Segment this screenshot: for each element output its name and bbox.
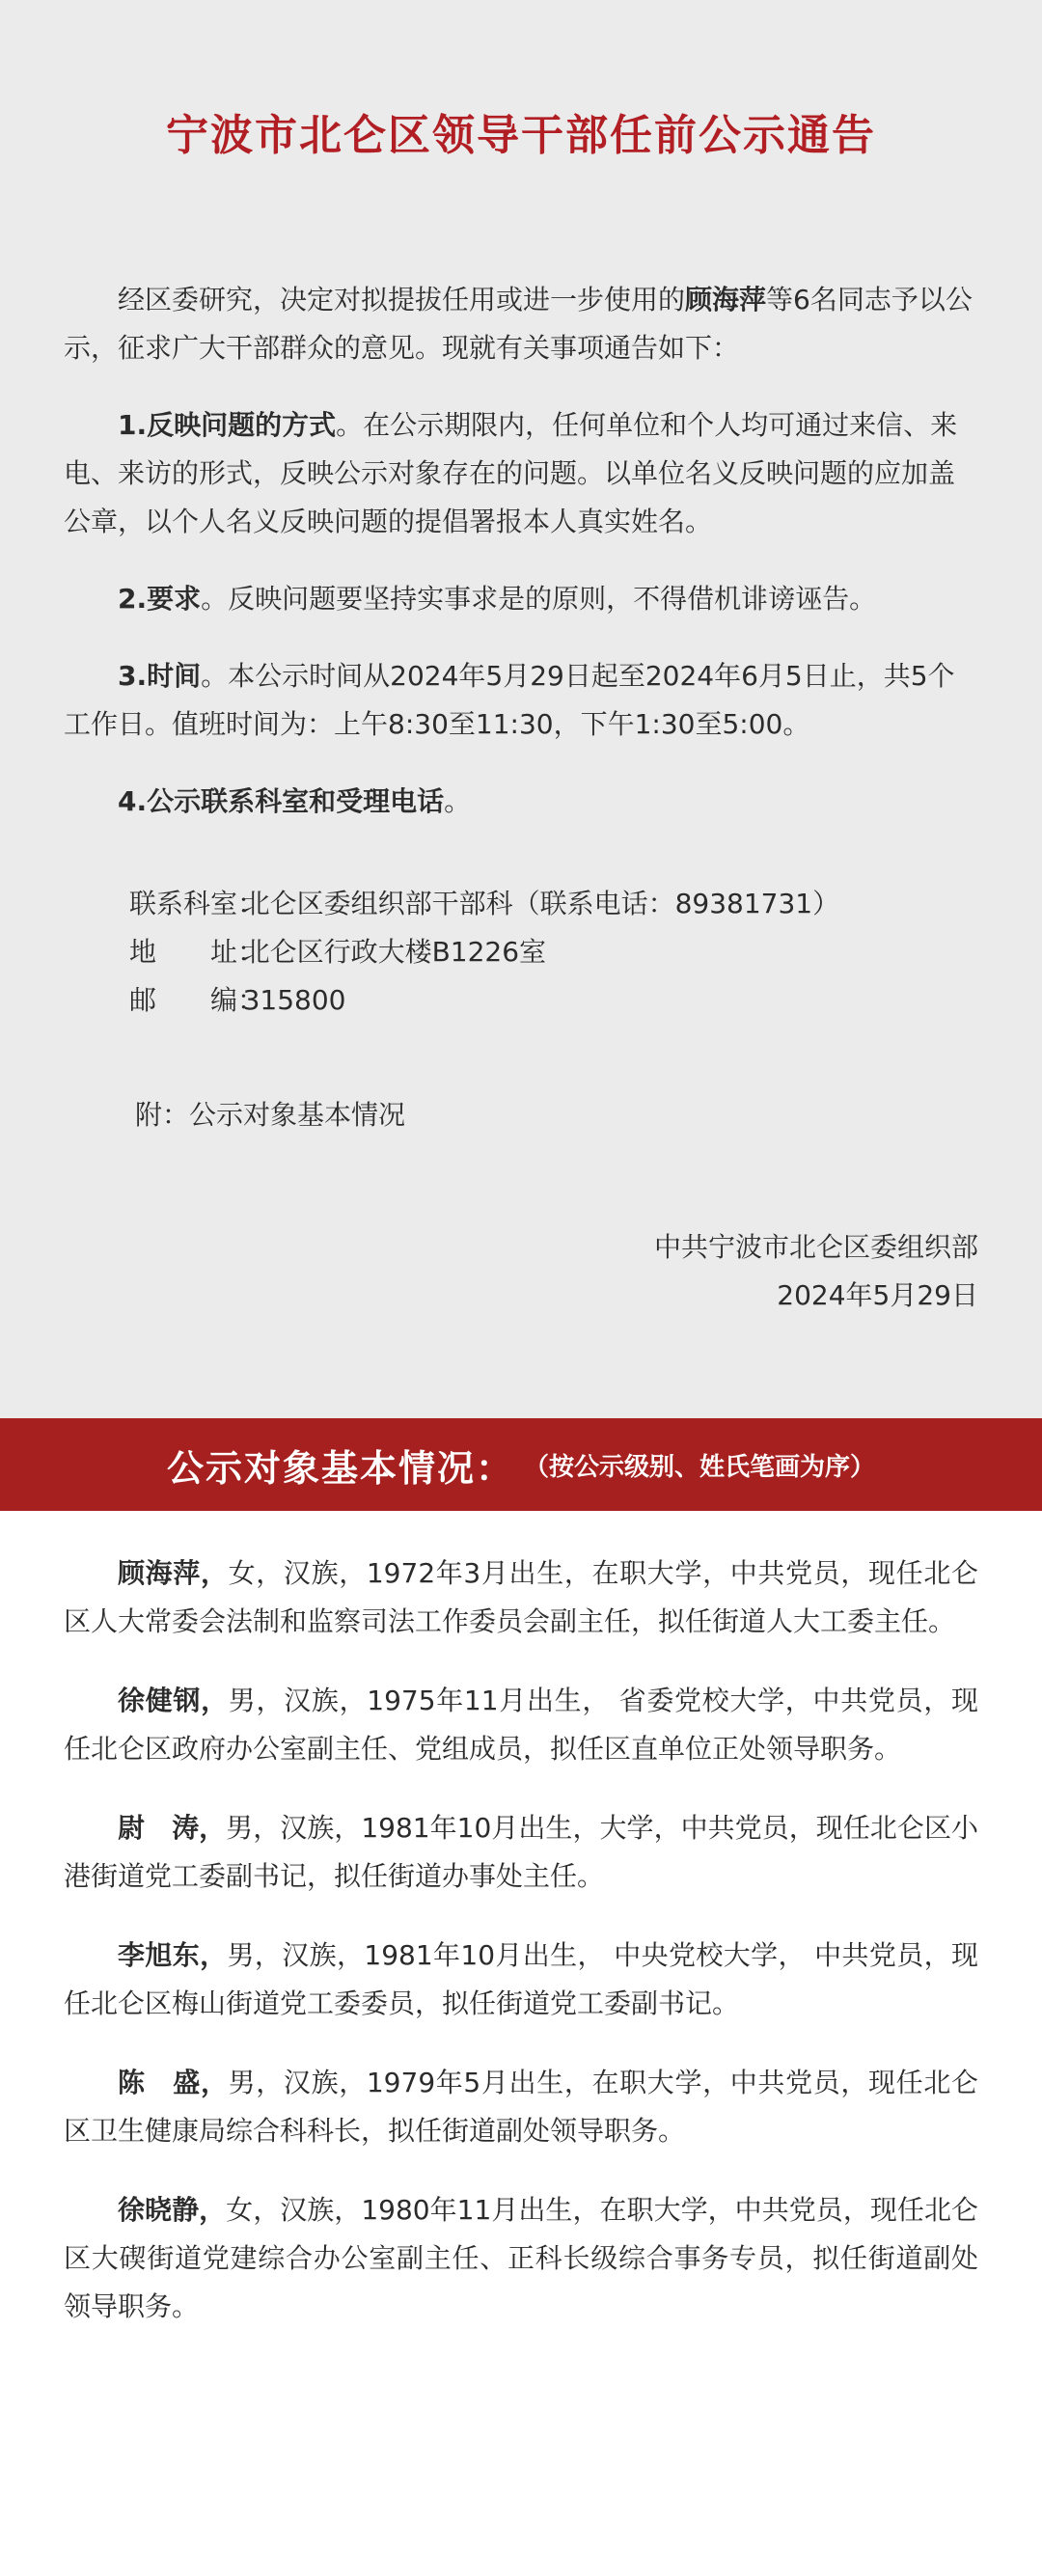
- intro-text-before: 经区委研究，决定对拟提拔任用或进一步使用的: [118, 284, 686, 315]
- intro-paragraph: [64, 276, 978, 372]
- candidate-name: 李旭东，: [118, 1939, 228, 1971]
- candidate-description: 男，汉族，1975年11月出生， 省委党校大学，中共党员，现任北仑区政府办公室副主任、党组成员，拟任区直单位正处领导职务。: [64, 1685, 978, 1765]
- candidate-entry: [64, 1804, 978, 1901]
- item-text: 。反映问题要坚持实事求是的原则，不得借机诽谤诬告。: [201, 583, 877, 615]
- contact-row: [129, 928, 839, 976]
- signature-org: 中共宁波市北仑区委组织部: [653, 1231, 978, 1263]
- candidate-name: 陈 盛，: [118, 2067, 229, 2098]
- intro-text-after: 等6名同志予以公示，征求广大干部群众的意见。现就有关事项通告如下：: [64, 284, 973, 364]
- item-heading: 4.公示联系科室和受理电话: [118, 785, 445, 817]
- signature-date: 2024年5月29日: [777, 1279, 978, 1311]
- candidate-name: 徐健钢，: [118, 1685, 229, 1716]
- item-paragraph: [64, 778, 978, 826]
- candidate-description: 男，汉族，1981年10月出生，大学，中共党员，现任北仑区小港街道党工委副书记，拟任街道办事处主任。: [64, 1812, 978, 1892]
- candidate-description: 女，汉族，1980年11月出生，在职大学，中共党员，现任北仑区大碶街道党建综合办公室副主任、正科长级综合事务专员，拟任街道副处领导职务。: [64, 2194, 978, 2322]
- contact-block: [129, 880, 839, 1025]
- notice-title: 宁波市北仑区领导干部任前公示通告: [166, 111, 876, 160]
- attachment-note: 附：公示对象基本情况: [135, 1099, 406, 1131]
- item-paragraph: [64, 575, 978, 623]
- item-text: 。: [444, 785, 472, 817]
- banner-title: 公示对象基本情况：: [166, 1446, 514, 1490]
- contact-label: 地 址：: [129, 936, 265, 968]
- candidates-list: [0, 1511, 1042, 2331]
- item-heading: 3.时间: [118, 660, 202, 692]
- candidate-entry: [64, 1932, 978, 2028]
- item-text: 。在公示期限内，任何单位和个人均可通过来信、来电、来访的形式，反映公示对象存在的问题。以单位名义反映问题的应加盖公章，以个人名义反映问题的提倡署报本人真实姓名。: [64, 409, 958, 537]
- candidate-entry: [64, 1549, 978, 1646]
- candidates-banner: [0, 1418, 1042, 1511]
- candidate-name: 徐晓静，: [118, 2194, 227, 2226]
- candidate-description: 男，汉族，1979年5月出生，在职大学，中共党员，现任北仑区卫生健康局综合科科长，拟任街道副处领导职务。: [64, 2067, 978, 2147]
- candidate-entry: [64, 2059, 978, 2155]
- item-paragraph: [64, 401, 978, 546]
- signature-block: [654, 1223, 978, 1320]
- contact-label: 联系科室：: [129, 888, 265, 919]
- candidate-name: 尉 涛，: [118, 1812, 227, 1844]
- notice-body: [64, 276, 978, 855]
- contact-value: 北仑区行政大楼B1226室: [242, 936, 547, 968]
- contact-row: [129, 976, 839, 1025]
- candidate-entry: [64, 1677, 978, 1773]
- banner-subtitle: （按公示级别、姓氏笔画为序）: [524, 1452, 876, 1482]
- item-heading: 2.要求: [118, 583, 202, 615]
- contact-value: 北仑区委组织部干部科（联系电话：89381731）: [242, 888, 840, 919]
- intro-name: 顾海萍: [685, 284, 767, 315]
- candidate-entry: [64, 2186, 978, 2331]
- candidate-description: 女，汉族，1972年3月出生，在职大学，中共党员，现任北仑区人大常委会法制和监察司法工作委员会副主任，拟任街道人大工委主任。: [64, 1557, 978, 1637]
- contact-value: 315800: [242, 984, 346, 1016]
- item-text: 。本公示时间从2024年5月29日起至2024年6月5日止，共5个工作日。值班时间为：上午8:30至11:30，下午1:30至5:00。: [64, 660, 955, 740]
- item-paragraph: [64, 652, 978, 749]
- item-heading: 1.反映问题的方式: [118, 409, 337, 441]
- contact-row: [129, 880, 839, 928]
- contact-label: 邮 编：: [129, 984, 265, 1016]
- candidate-name: 顾海萍，: [118, 1557, 229, 1589]
- candidate-description: 男，汉族，1981年10月出生， 中央党校大学， 中共党员，现任北仑区梅山街道党工委委员，拟任街道党工委副书记。: [64, 1939, 978, 2019]
